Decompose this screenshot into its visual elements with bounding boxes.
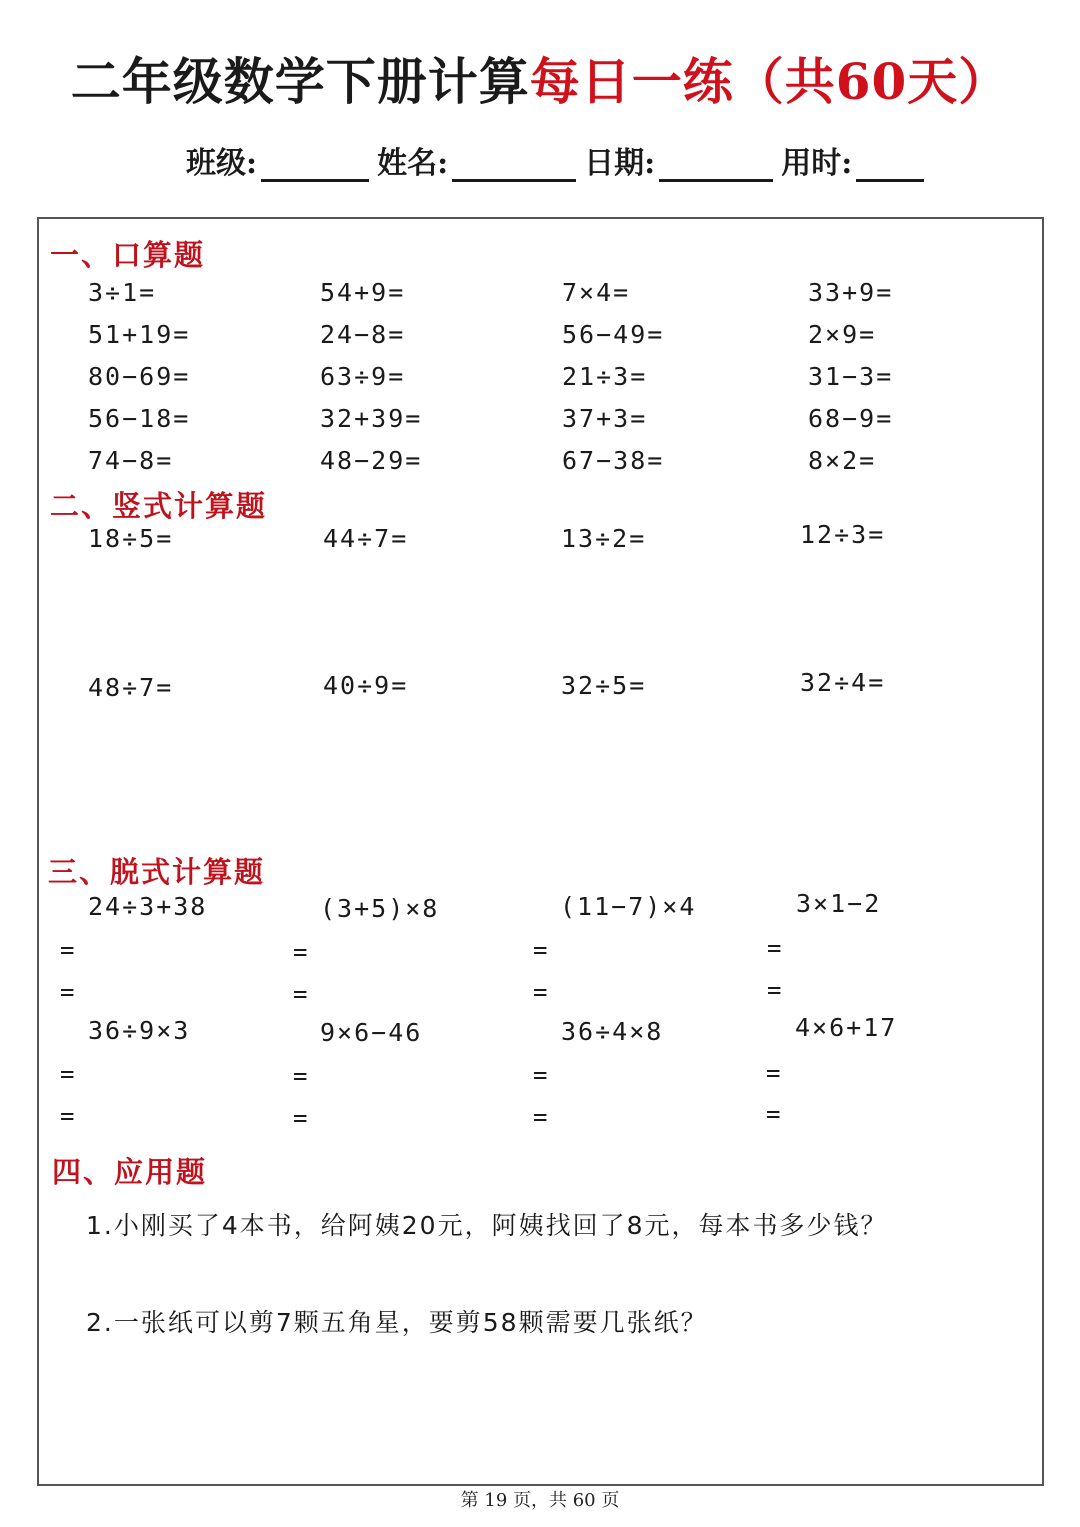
- name-label: 姓名:: [377, 146, 449, 181]
- vertical-question: 44÷7=: [323, 524, 409, 553]
- vertical-question: 32÷5=: [561, 671, 647, 700]
- oral-question: 7×4=: [562, 278, 631, 307]
- oral-question: 21÷3=: [562, 362, 648, 391]
- equals-sign: =: [293, 938, 308, 966]
- oral-question: 24−8=: [320, 320, 406, 349]
- oral-question: 31−3=: [808, 362, 894, 391]
- word-problem-heading: 四、应用题: [52, 1155, 208, 1189]
- equals-sign: =: [60, 1102, 75, 1130]
- equals-sign: =: [766, 1059, 781, 1087]
- equals-sign: =: [533, 1103, 548, 1131]
- oral-question: 80−69=: [88, 362, 191, 391]
- stepwise-question: 3×1−2: [796, 889, 882, 918]
- equals-sign: =: [293, 1062, 308, 1090]
- stepwise-question: 36÷4×8: [561, 1017, 664, 1046]
- date-blank[interactable]: [659, 150, 773, 182]
- equals-sign: =: [293, 1104, 308, 1132]
- equals-sign: =: [766, 1100, 781, 1128]
- equals-sign: =: [767, 934, 782, 962]
- class-blank[interactable]: [261, 150, 369, 182]
- oral-question: 67−38=: [562, 446, 665, 475]
- oral-question: 33+9=: [808, 278, 894, 307]
- time-label: 用时:: [781, 146, 853, 181]
- oral-question: 3÷1=: [88, 278, 157, 307]
- vertical-question: 32÷4=: [800, 668, 886, 697]
- page-footer: 第 19 页，共 60 页: [460, 1490, 620, 1511]
- vertical-heading: 二、竖式计算题: [50, 489, 268, 523]
- equals-sign: =: [60, 978, 75, 1006]
- vertical-question: 18÷5=: [88, 524, 174, 553]
- vertical-question: 40÷9=: [323, 671, 409, 700]
- oral-question: 54+9=: [320, 278, 406, 307]
- time-blank[interactable]: [856, 150, 924, 182]
- stepwise-question: 24÷3+38: [88, 892, 208, 921]
- vertical-question: 48÷7=: [88, 673, 174, 702]
- stepwise-question: (3+5)×8: [320, 894, 440, 923]
- equals-sign: =: [533, 936, 548, 964]
- class-field: [186, 138, 377, 182]
- oral-question: 51+19=: [88, 320, 191, 349]
- word-problem: 1.小刚买了4本书，给阿姨20元，阿姨找回了8元，每本书多少钱？: [86, 1211, 888, 1240]
- oral-question: 48−29=: [320, 446, 423, 475]
- equals-sign: =: [60, 1060, 75, 1088]
- vertical-question: 12÷3=: [800, 520, 886, 549]
- student-info-row: [186, 140, 932, 182]
- oral-question: 63÷9=: [320, 362, 406, 391]
- oral-question: 56−18=: [88, 404, 191, 433]
- stepwise-question: 9×6−46: [320, 1018, 423, 1047]
- oral-question: 74−8=: [88, 446, 174, 475]
- oral-question: 32+39=: [320, 404, 423, 433]
- vertical-question: 13÷2=: [561, 524, 647, 553]
- date-label: 日期:: [584, 146, 656, 181]
- oral-question: 37+3=: [562, 404, 648, 433]
- oral-question: 2×9=: [808, 320, 877, 349]
- class-label: 班级:: [186, 146, 258, 181]
- oral-heading: 一、口算题: [50, 238, 206, 272]
- stepwise-heading: 三、脱式计算题: [48, 855, 266, 889]
- equals-sign: =: [293, 980, 308, 1008]
- oral-question: 56−49=: [562, 320, 665, 349]
- equals-sign: =: [60, 936, 75, 964]
- date-field: [584, 138, 781, 182]
- word-problem: 2.一张纸可以剪7颗五角星，要剪58颗需要几张纸？: [86, 1308, 708, 1337]
- stepwise-question: (11−7)×4: [560, 892, 697, 921]
- equals-sign: =: [533, 978, 548, 1006]
- name-blank[interactable]: [452, 150, 576, 182]
- name-field: [377, 138, 584, 182]
- stepwise-question: 36÷9×3: [88, 1016, 191, 1045]
- stepwise-question: 4×6+17: [795, 1013, 898, 1042]
- equals-sign: =: [533, 1061, 548, 1089]
- oral-question: 8×2=: [808, 446, 877, 475]
- title-highlight: 每日一练（共60天）: [529, 52, 1010, 111]
- time-field: [781, 138, 932, 182]
- equals-sign: =: [767, 976, 782, 1004]
- oral-question: 68−9=: [808, 404, 894, 433]
- page-title: [0, 42, 1080, 114]
- title-main: 二年级数学下册计算: [70, 52, 530, 111]
